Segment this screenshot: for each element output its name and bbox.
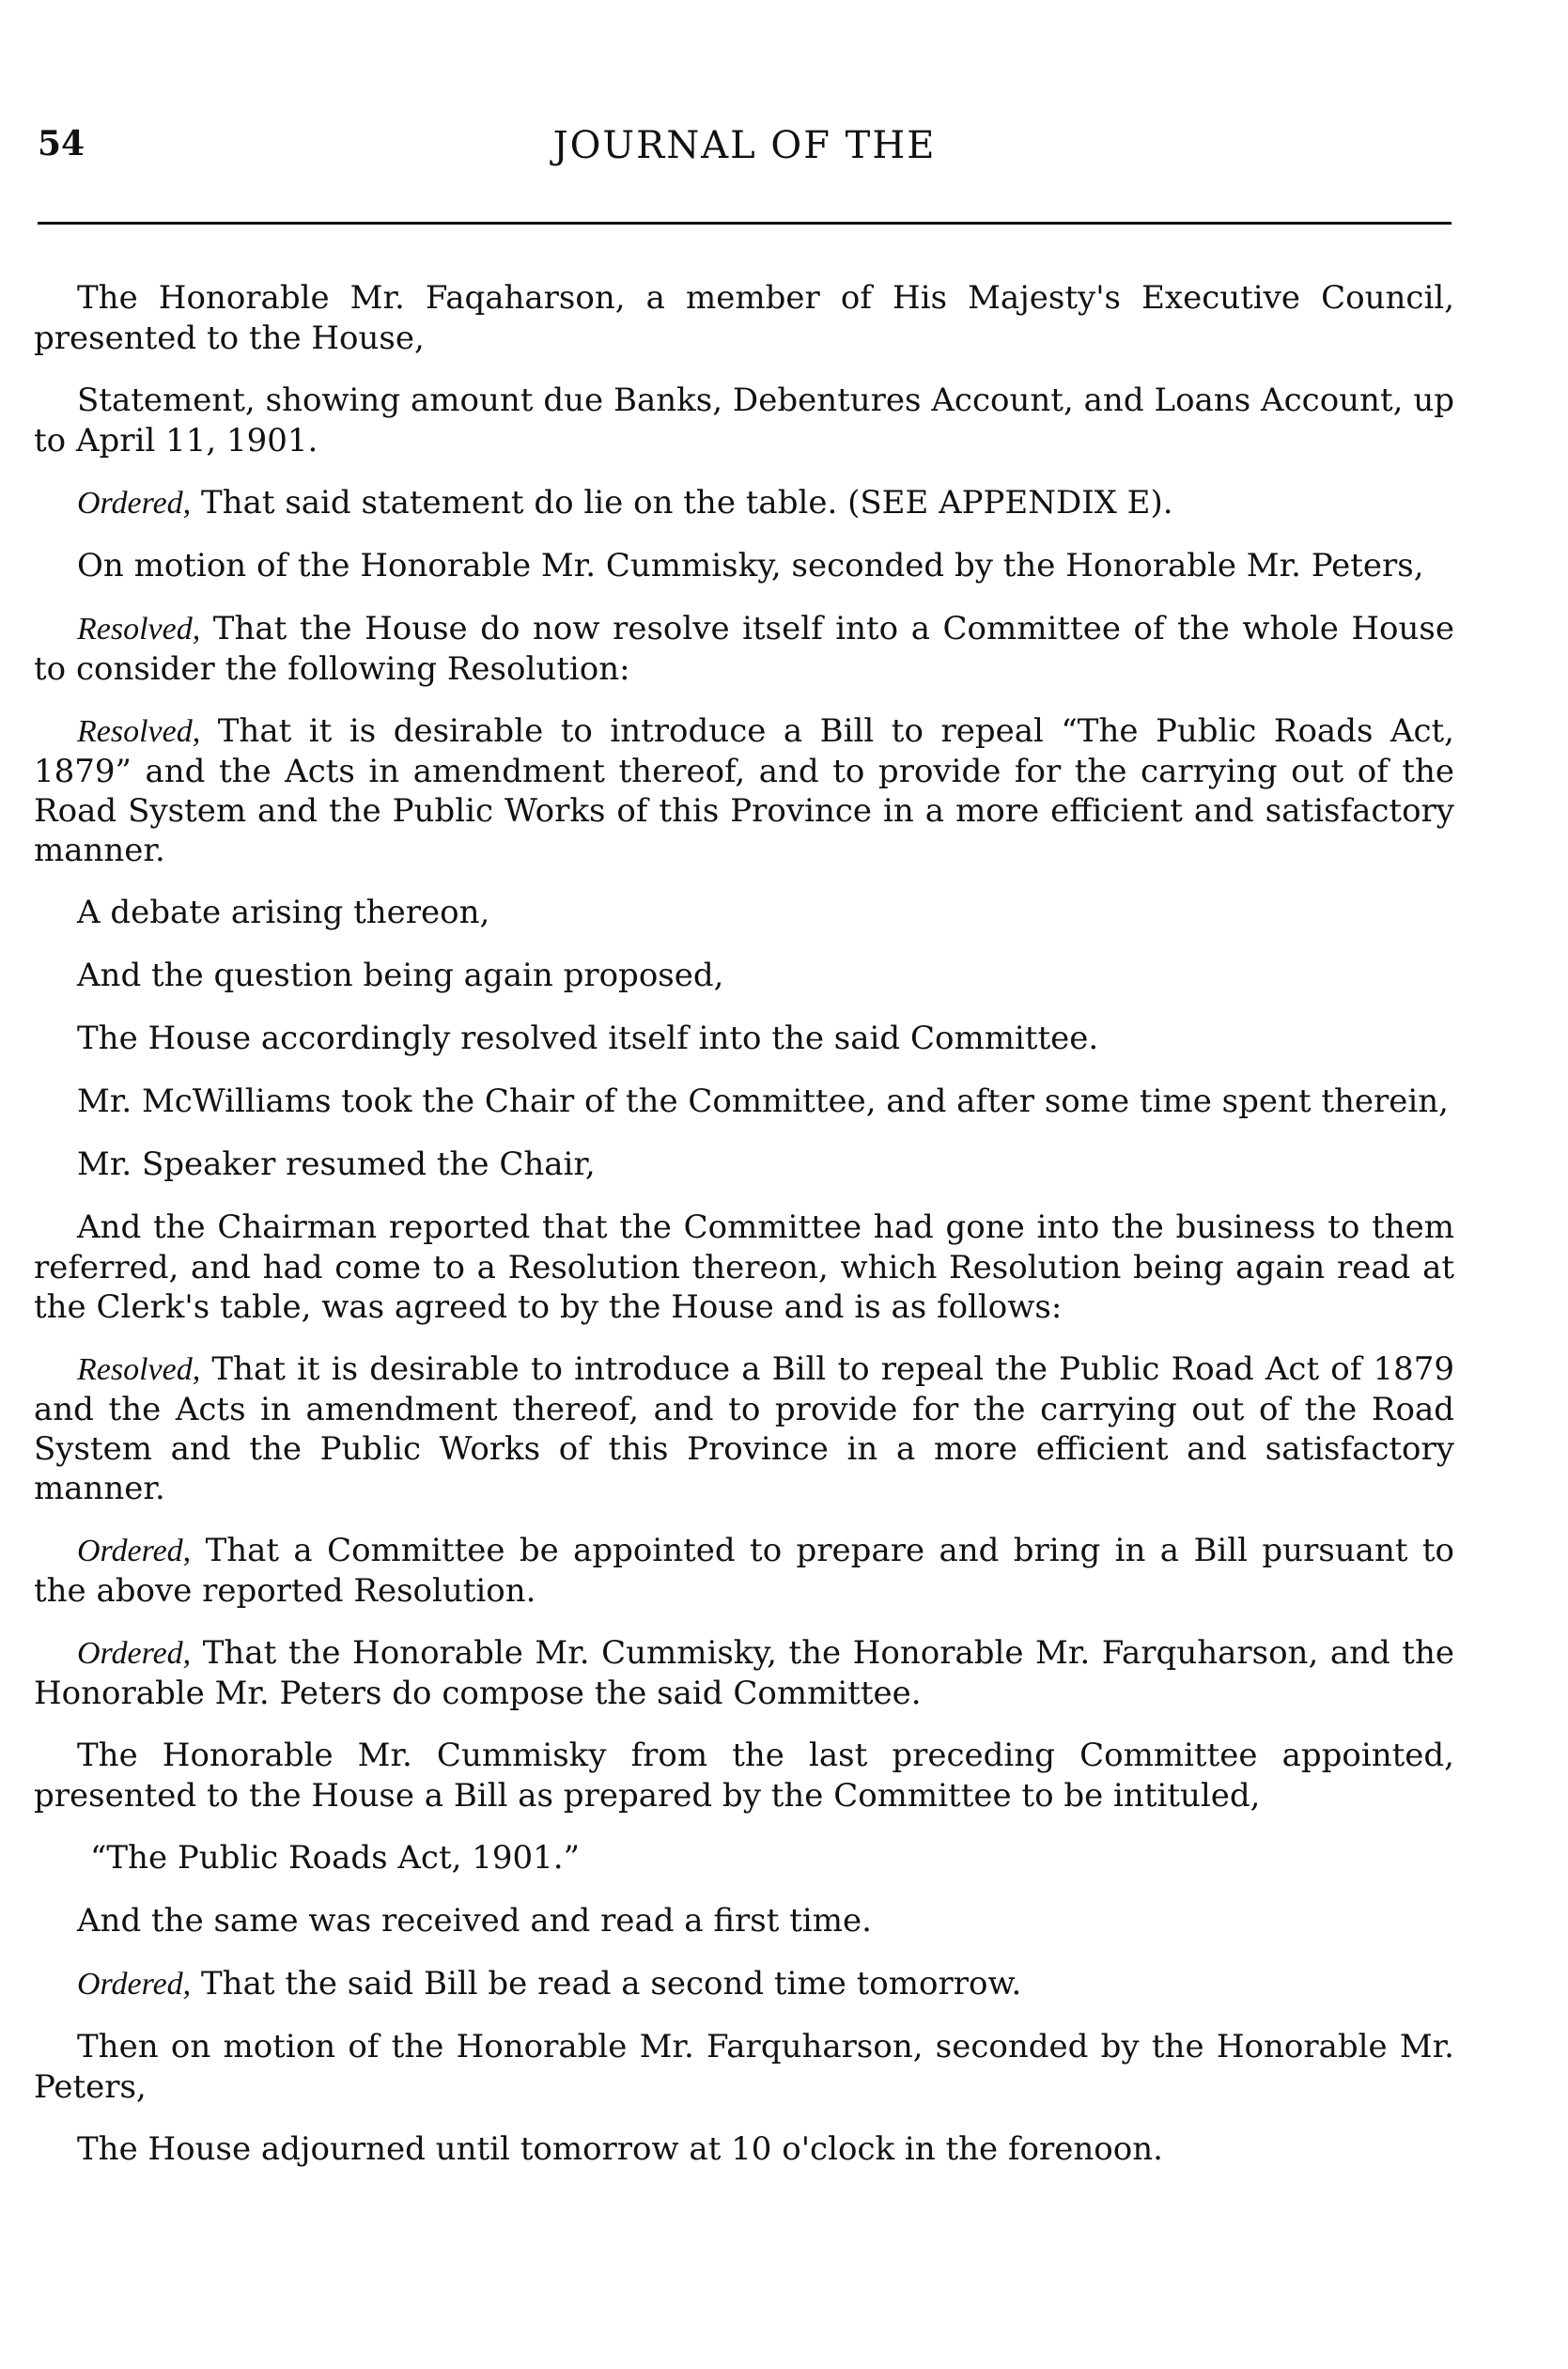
paragraph-text: The House accordingly resolved itself into the said Committee. (77, 1020, 1099, 1057)
paragraph (34, 1633, 1454, 1713)
paragraph-lead: Ordered, (77, 1534, 192, 1568)
paragraph-lead: Ordered, (77, 1967, 192, 2002)
paragraph (34, 1145, 1454, 1185)
bill-title (34, 1838, 1454, 1878)
paragraph-text: And the Chairman reported that the Committee had gone into the business to them referred, and had come to a Resolution thereon, which Resolution being again read at the Clerk's table, was agreed to by the House and is as follows: (34, 1208, 1454, 1326)
paragraph-lead: Resolved, (77, 612, 201, 647)
paragraph (34, 711, 1454, 870)
paragraph-text: Then on motion of the Honorable Mr. Farquharson, seconded by the Honorable Mr. Peters, (34, 2028, 1454, 2106)
paragraph-text: Mr. Speaker resumed the Chair, (77, 1146, 596, 1183)
paragraph-text: That said statement do lie on the table. (SEE APPENDIX E). (201, 484, 1173, 522)
page-header (38, 124, 1452, 180)
paragraph-text: Mr. McWilliams took the Chair of the Committee, and after some time spent therein, (77, 1083, 1449, 1120)
paragraph (34, 2129, 1454, 2170)
paragraph (34, 1019, 1454, 1059)
paragraph (34, 893, 1454, 933)
paragraph (34, 1208, 1454, 1327)
paragraph (34, 546, 1454, 586)
paragraph (34, 381, 1454, 460)
paragraph-lead: Resolved, (77, 714, 201, 749)
paragraph (34, 1736, 1454, 1816)
running-title: JOURNAL OF THE (552, 124, 937, 167)
paragraph (34, 1901, 1454, 1941)
paragraph-text: The Honorable Mr. Cummisky from the last preceding Committee appointed, presented to the House a Bill as prepared by the Committee to be intituled, (34, 1737, 1454, 1815)
paragraph (34, 1082, 1454, 1122)
paragraph (34, 1964, 1454, 2004)
paragraph-text: That a Committee be appointed to prepare and bring in a Bill pursuant to the above reported Resolution. (34, 1532, 1455, 1610)
paragraph-text: “The Public Roads Act, 1901.” (90, 1839, 580, 1877)
paragraph (34, 1349, 1454, 1508)
paragraph (34, 483, 1454, 523)
paragraph-text: That it is desirable to introduce a Bill to repeal the Public Road Act of 1879 and the Acts in amendment thereof, and to provide for the carrying out of the Road System and the Public Works of this Province in a more efficient and satisfactory manner. (34, 1350, 1454, 1507)
paragraph-lead: Resolved, (77, 1352, 201, 1387)
paragraph-text: That the said Bill be read a second time tomorrow. (201, 1965, 1022, 2003)
paragraph (34, 609, 1454, 689)
paragraph (34, 1531, 1454, 1611)
paragraph-text: And the same was received and read a first time. (77, 1902, 872, 1940)
paragraph-text: That it is desirable to introduce a Bill to repeal “The Public Roads Act, 1879” and the Acts in amendment thereof, and to provide for the carrying out of the Road System and the Public Works of this Province in a more efficient and satisfactory manner. (34, 712, 1454, 869)
paragraph-text: A debate arising thereon, (77, 894, 490, 931)
paragraph (34, 278, 1454, 358)
paragraph-text: The House adjourned until tomorrow at 10 o'clock in the forenoon. (77, 2130, 1163, 2168)
paragraph-text: Statement, showing amount due Banks, Debentures Account, and Loans Account, up to April 11, 1901. (34, 382, 1454, 460)
header-rule (38, 222, 1452, 225)
paragraph (34, 2027, 1454, 2107)
journal-body (34, 278, 1454, 2192)
page-number: 54 (38, 124, 85, 164)
paragraph-text: That the House do now resolve itself into a Committee of the whole House to consider the following Resolution: (34, 610, 1454, 688)
paragraph-lead: Ordered, (77, 1636, 192, 1671)
paragraph-text: On motion of the Honorable Mr. Cummisky, seconded by the Honorable Mr. Peters, (77, 547, 1424, 584)
paragraph (34, 956, 1454, 996)
paragraph-text: That the Honorable Mr. Cummisky, the Honorable Mr. Farquharson, and the Honorable Mr. Peters do compose the said Committee. (34, 1634, 1454, 1712)
paragraph-lead: Ordered, (77, 486, 192, 521)
paragraph-text: The Honorable Mr. Faqaharson, a member of His Majesty's Executive Council, presented to the House, (34, 279, 1454, 357)
paragraph-text: And the question being again proposed, (77, 957, 724, 994)
